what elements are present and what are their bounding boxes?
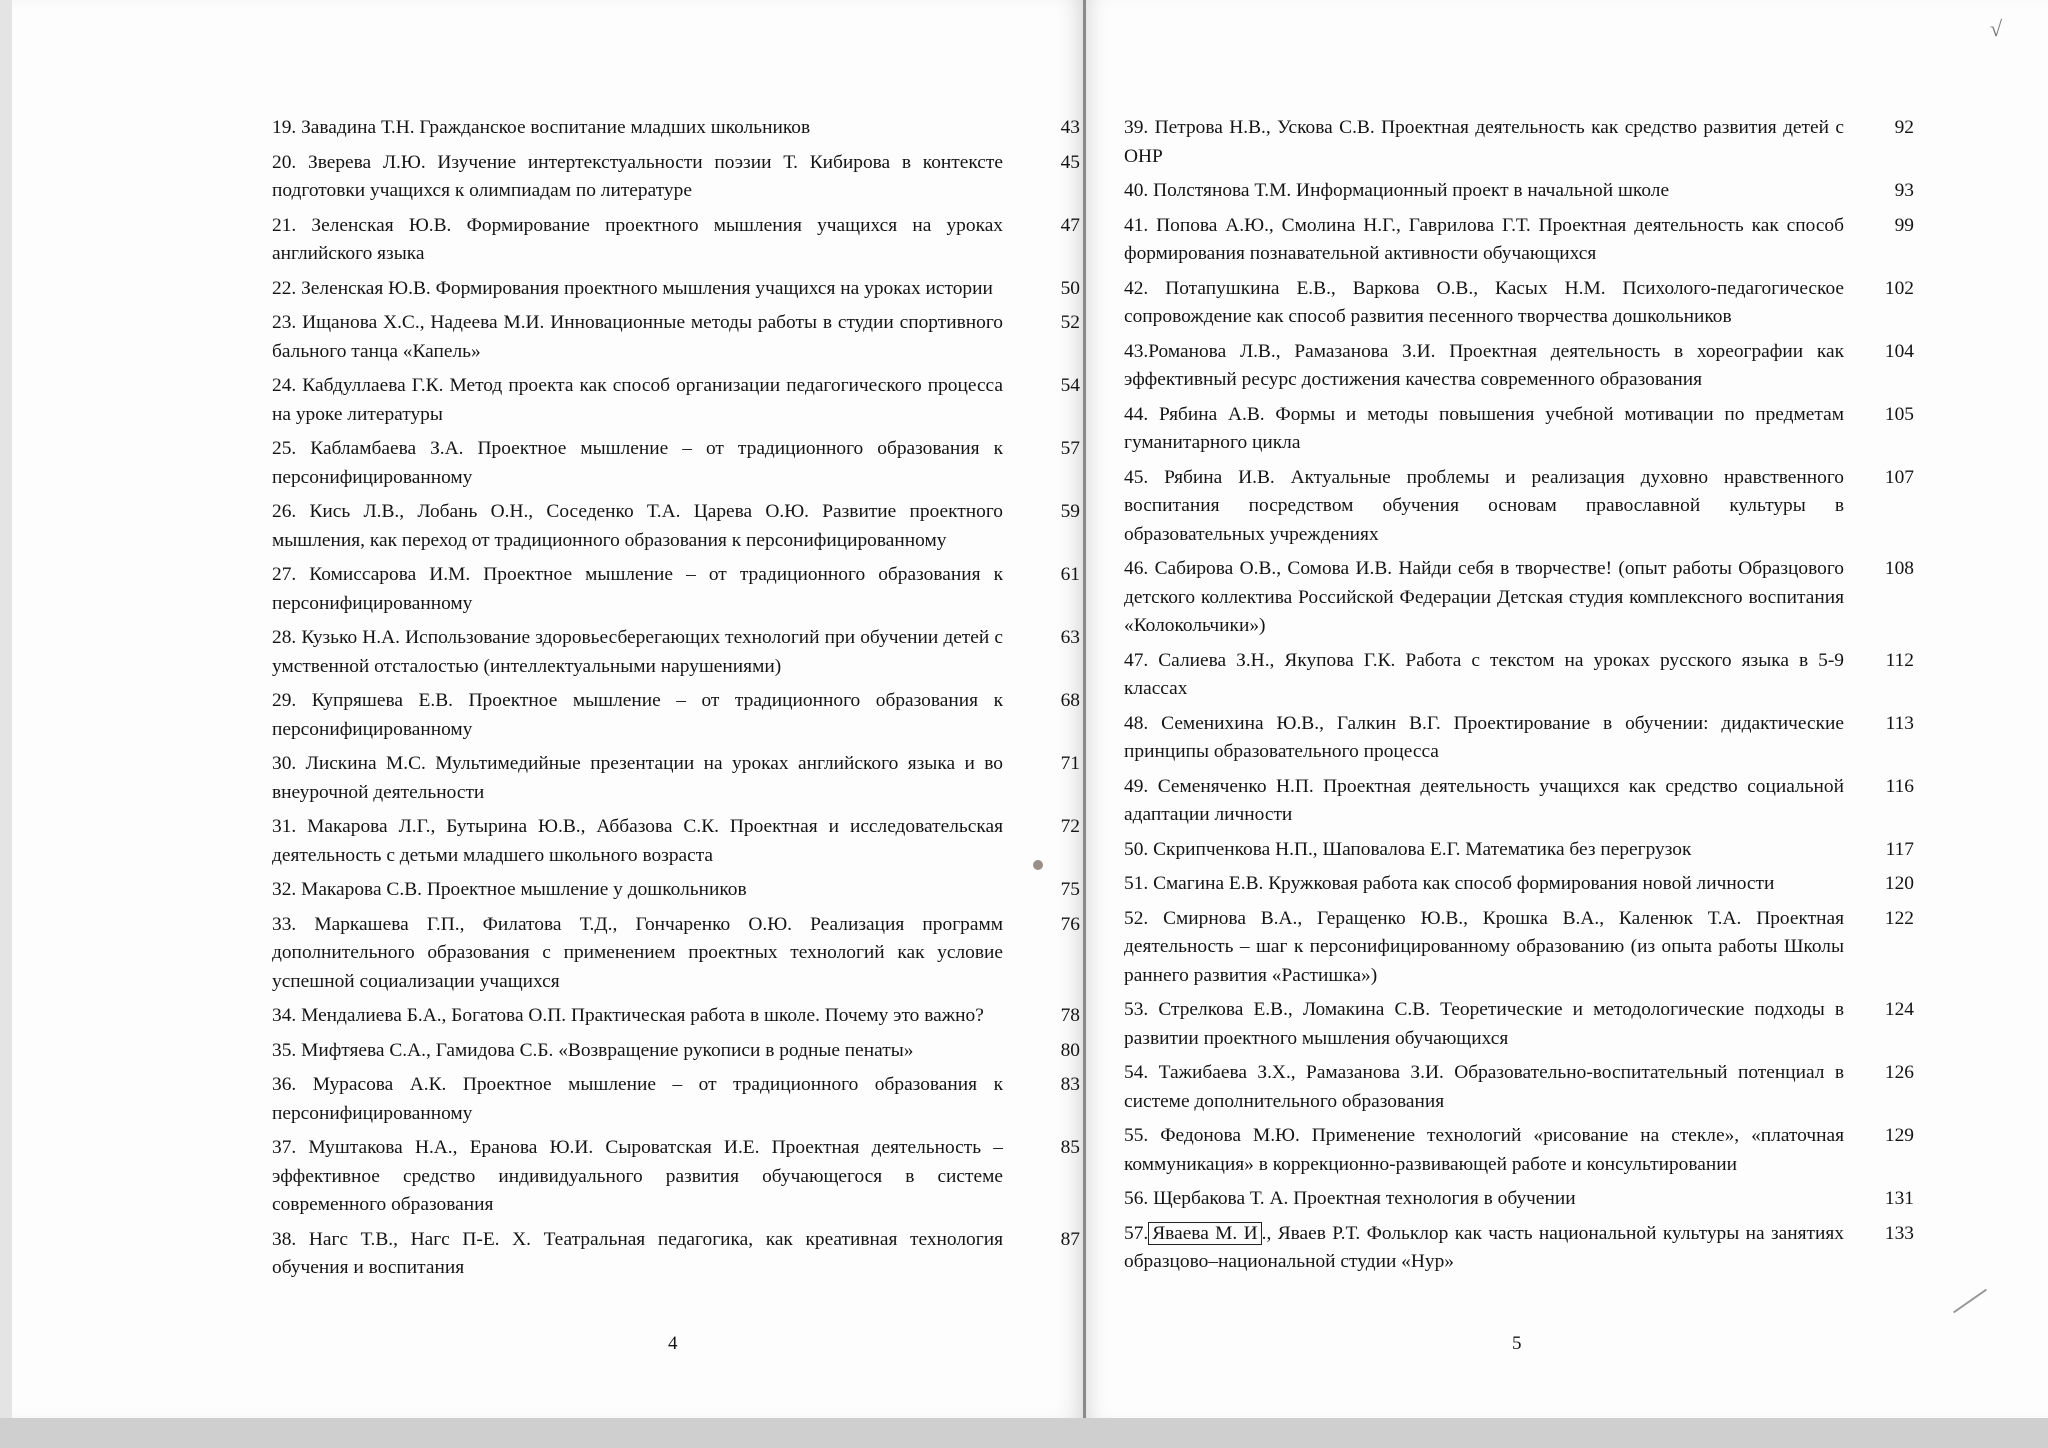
right-table-of-contents [1124,114,1914,1283]
toc-entry-title: 50. Скрипченкова Н.П., Шаповалова Е.Г. Математика без перегрузок [1124,838,1692,860]
toc-entry [1124,996,1914,1053]
toc-entry-page: 133 [1884,1222,1914,1244]
toc-entry-page: 76 [1060,913,1080,935]
toc-entry-page: 104 [1884,340,1914,362]
toc-entry-title: 37. Муштакова Н.А., Еранова Ю.И. Сыроватская И.Е. Проектная деятельность – эффективное средство индивидуального развития обучающегося в системе современного образования [272,1137,1003,1215]
toc-entry [272,687,1080,744]
toc-entry-title: 23. Ищанова Х.С., Надеева М.И. Инновационные методы работы в студии спортивного бального танца «Капель» [272,312,1003,362]
toc-entry [272,1134,1080,1220]
toc-entry-title: 30. Лискина М.С. Мультимедийные презентации на уроках английского языка и во внеурочной деятельности [272,753,1003,803]
toc-entry-page: 50 [1060,277,1080,299]
toc-entry-title: 19. Завадина Т.Н. Гражданское воспитание младших школьников [272,117,811,138]
toc-entry-title: 52. Смирнова В.А., Геращенко Ю.В., Крошка В.А., Каленюк Т.А. Проектная деятельность – шаг к персонифицированному образованию (из опыта работы Школы раннего развития «Растишка») [1124,907,1844,986]
toc-entry-title: 56. Щербакова Т. А. Проектная технология в обучении [1124,1188,1576,1209]
toc-entry-title: 43.Романова Л.В., Рамазанова З.И. Проектная деятельность в хореографии как эффективный ресурс достижения качества современного образования [1124,340,1844,390]
toc-entry [1124,647,1914,704]
left-table-of-contents [272,114,1080,1289]
toc-entry-page: 80 [1060,1039,1080,1061]
toc-entry-page: 99 [1894,214,1914,236]
toc-entry-page: 102 [1884,277,1914,299]
toc-entry-page: 112 [1885,649,1914,671]
toc-entry-page: 71 [1060,753,1080,774]
toc-entry-page: 126 [1884,1062,1914,1083]
toc-entry [1124,710,1914,767]
toc-entry [272,876,1080,905]
toc-entry-page: 113 [1885,712,1914,734]
toc-entry-title: 28. Кузько Н.А. Использование здоровьесберегающих технологий при обучении детей с умственной отсталостью (интеллектуальными нарушениями) [272,627,1003,677]
toc-entry [1124,905,1914,991]
corner-check-mark: √ [1990,16,2003,41]
toc-entry-page: 83 [1060,1074,1080,1095]
toc-entry-page: 124 [1884,999,1914,1020]
toc-entry [1124,464,1914,550]
toc-entry-title: 40. Полстянова Т.М. Информационный проект в начальной школе [1124,180,1670,201]
toc-entry-page: 105 [1884,403,1914,425]
boxed-author-name: Яваева М. И [1148,1222,1261,1245]
toc-entry-page: 57 [1060,438,1080,459]
toc-entry [272,114,1080,143]
toc-entry-title: 21. Зеленская Ю.В. Формирование проектного мышления учащихся на уроках английского языка [272,214,1003,264]
right-page-number: 5 [1512,1333,1522,1354]
toc-entry-page: 43 [1060,117,1080,138]
toc-entry-page: 93 [1894,180,1914,201]
toc-entry [272,1071,1080,1128]
toc-entry-title: 29. Купряшева Е.В. Проектное мышление – от традиционного образования к персонифицированному [272,690,1003,740]
toc-entry-page: 120 [1884,873,1914,894]
toc-entry [1124,555,1914,641]
toc-entry-last [1124,1220,1914,1277]
toc-entry-page: 107 [1884,466,1914,488]
toc-entry-title: 47. Салиева З.Н., Якупова Г.К. Работа с текстом на уроках русского языка в 5-9 классах [1124,649,1844,699]
toc-entry [272,212,1080,269]
toc-entry [272,149,1080,206]
toc-entry-title: 54. Тажибаева З.Х., Рамазанова З.И. Образовательно-воспитательный потенциал в системе дополнительного образования [1124,1062,1844,1112]
toc-entry-title: 33. Маркашева Г.П., Филатова Т.Д., Гончаренко О.Ю. Реализация программ дополнительного образования с применением проектных технологий как условие успешной социализации учащихся [272,913,1003,992]
entry-number: 57. [1124,1222,1149,1244]
toc-entry-page: 61 [1060,564,1080,585]
toc-entry-title: 27. Комиссарова И.М. Проектное мышление – от традиционного образования к персонифицированному [272,564,1003,614]
left-page-number: 4 [668,1333,678,1354]
toc-entry-page: 122 [1884,907,1914,929]
toc-entry [1124,870,1914,899]
toc-entry [272,813,1080,870]
toc-entry [1124,212,1914,269]
toc-entry-title: 35. Мифтяева С.А., Гамидова С.Б. «Возвращение рукописи в родные пенаты» [272,1039,914,1061]
toc-entry [1124,836,1914,865]
toc-entry-title: 31. Макарова Л.Г., Бутырина Ю.В., Аббазова С.К. Проектная и исследовательская деятельность с детьми младшего школьного возраста [272,816,1003,866]
toc-entry-page: 59 [1060,501,1080,522]
toc-entry-title: 49. Семеняченко Н.П. Проектная деятельность учащихся как средство социальной адаптации личности [1124,775,1844,825]
toc-entry-title: 45. Рябина И.В. Актуальные проблемы и реализация духовно нравственного воспитания посредством обучения основам православной культуры в образовательных учреждениях [1124,466,1844,545]
toc-entry-page: 108 [1884,558,1914,579]
toc-entry [272,1037,1080,1066]
toc-entry-page: 63 [1060,627,1080,648]
toc-entry-title: 22. Зеленская Ю.В. Формирования проектного мышления учащихся на уроках истории [272,277,993,299]
toc-entry-title: 39. Петрова Н.В., Ускова С.В. Проектная деятельность как средство развития детей с ОНР [1124,117,1844,167]
toc-entry [1124,114,1914,171]
toc-entry-page: 68 [1060,690,1080,711]
toc-entry [272,561,1080,618]
toc-entry [1124,177,1914,206]
toc-entry-page: 117 [1885,838,1914,860]
toc-entry-title: 42. Потапушкина Е.В., Варкова О.В., Касых Н.М. Психолого-педагогическое сопровождение как способ развития песенного творчества дошкольников [1124,277,1844,327]
toc-entry [272,911,1080,997]
toc-entry-title [1124,1220,1914,1277]
toc-entry-page: 87 [1060,1228,1080,1250]
toc-entry [1124,1059,1914,1116]
toc-entry-title: 25. Кабламбаева З.А. Проектное мышление – от традиционного образования к персонифицированному [272,438,1003,488]
toc-entry-title: 26. Кись Л.В., Лобань О.Н., Соседенко Т.А. Царева О.Ю. Развитие проектного мышления, как переход от традиционного образования к персонифицированному [272,501,1003,551]
toc-entry-page: 129 [1884,1125,1914,1146]
toc-entry [272,624,1080,681]
toc-entry [1124,773,1914,830]
toc-entry [1124,338,1914,395]
toc-entry-title: 20. Зверева Л.Ю. Изучение интертекстуальности поэзии Т. Кибирова в контексте подготовки учащихся к олимпиадам по литературе [272,151,1003,201]
toc-entry [272,498,1080,555]
toc-entry-page: 75 [1060,879,1080,900]
toc-entry [1124,1122,1914,1179]
entry-rest: ., Яваев Р.Т. Фольклор как часть национальной культуры на занятиях образцово–национальной студии «Нур» [1124,1222,1844,1272]
toc-entry-page: 47 [1060,214,1080,236]
toc-entry-title: 53. Стрелкова Е.В., Ломакина С.В. Теоретические и методологические подходы в развитии проектного мышления обучающихся [1124,999,1844,1049]
toc-entry-title: 48. Семенихина Ю.В., Галкин В.Г. Проектирование в обучении: дидактические принципы образовательного процесса [1124,712,1844,762]
toc-entry-title: 38. Нагс Т.В., Нагс П-Е. Х. Театральная педагогика, как креативная технология обучения и воспитания [272,1228,1003,1278]
toc-entry [272,1226,1080,1283]
toc-entry-title: 36. Мурасова А.К. Проектное мышление – от традиционного образования к персонифицированному [272,1074,1003,1124]
toc-entry-title: 34. Мендалиева Б.А., Богатова О.П. Практическая работа в школе. Почему это важно? [272,1005,984,1026]
toc-entry-title: 32. Макарова С.В. Проектное мышление у дошкольников [272,879,747,900]
toc-entry-title: 24. Кабдуллаева Г.К. Метод проекта как способ организации педагогического процесса на уроке литературы [272,375,1003,425]
toc-entry [1124,401,1914,458]
toc-entry-page: 45 [1060,151,1080,173]
toc-entry-page: 52 [1060,312,1080,333]
toc-entry-title: 44. Рябина А.В. Формы и методы повышения учебной мотивации по предметам гуманитарного цикла [1124,403,1844,453]
toc-entry [272,275,1080,304]
toc-entry-title: 46. Сабирова О.В., Сомова И.В. Найди себя в творчестве! (опыт работы Образцового детского коллектива Российской Федерации Детская студия комплексного воспитания «Колокольчики») [1124,558,1844,636]
toc-entry-page: 78 [1060,1005,1080,1026]
toc-entry [272,1002,1080,1031]
toc-entry-page: 131 [1884,1188,1914,1209]
scan-bottom-edge [0,1418,2048,1448]
toc-entry-title: 41. Попова А.Ю., Смолина Н.Г., Гаврилова Г.Т. Проектная деятельность как способ формирования познавательной активности обучающихся [1124,214,1844,264]
toc-entry [272,372,1080,429]
toc-entry-page: 92 [1894,117,1914,138]
toc-entry [272,435,1080,492]
toc-entry-title: 51. Смагина Е.В. Кружковая работа как способ формирования новой личности [1124,873,1775,894]
toc-entry [272,309,1080,366]
toc-entry-page: 72 [1060,816,1080,837]
book-spine [1083,0,1086,1418]
toc-entry [272,750,1080,807]
toc-entry-page: 85 [1060,1137,1080,1158]
toc-entry [1124,275,1914,332]
toc-entry-title: 55. Федонова М.Ю. Применение технологий «рисование на стекле», «платочная коммуникация» в коррекционно-развивающей работе и консультировании [1124,1125,1844,1175]
toc-entry-page: 54 [1060,375,1080,396]
toc-entry [1124,1185,1914,1214]
toc-entry-page: 116 [1885,775,1914,797]
